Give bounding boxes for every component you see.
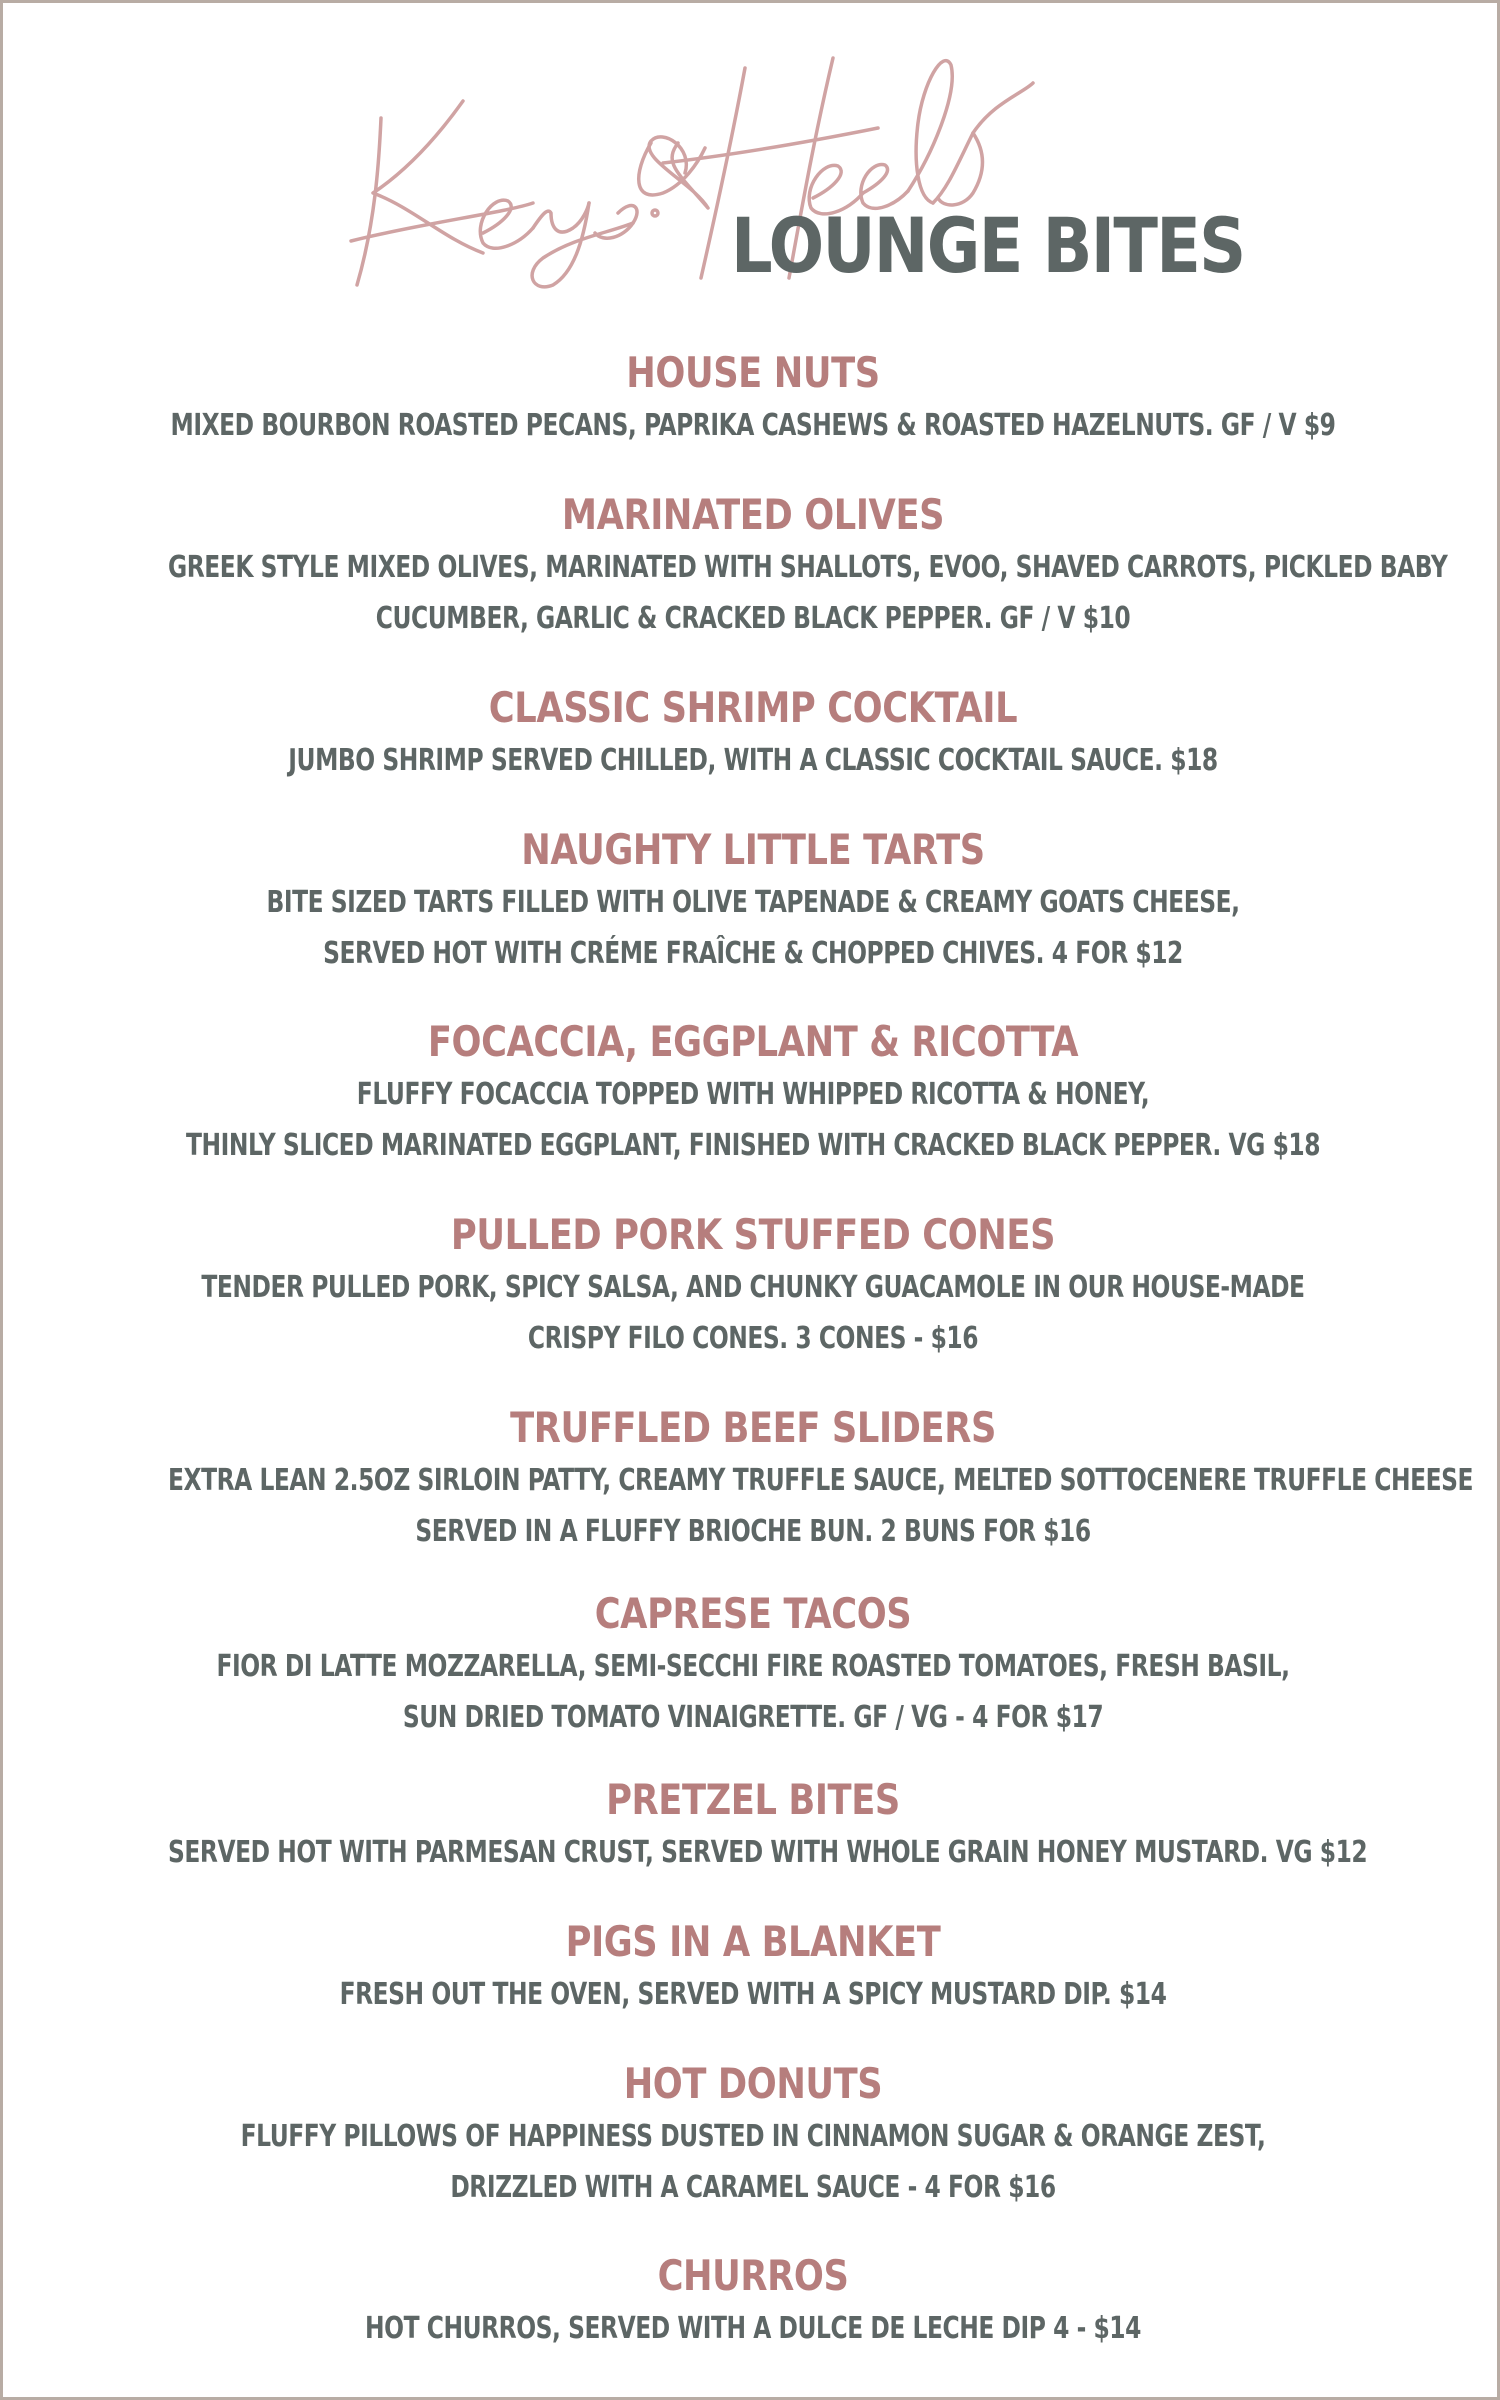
item-description-line: SERVED IN A FLUFFY BRIOCHE BUN. 2 BUNS FOR $16	[415, 1514, 1091, 1549]
item-description-line: SERVED HOT WITH CRÉME FRAÎCHE & CHOPPED CHIVES. 4 FOR $12	[323, 936, 1183, 971]
item-name: NAUGHTY LITTLE TARTS	[521, 825, 985, 874]
item-description-line: FIOR DI LATTE MOZZARELLA, SEMI-SECCHI FIRE ROASTED TOMATOES, FRESH BASIL,	[216, 1649, 1290, 1684]
item-name: PULLED PORK STUFFED CONES	[450, 1210, 1056, 1259]
item-name: PIGS IN A BLANKET	[565, 1917, 941, 1966]
item-description-line: FLUFFY FOCACCIA TOPPED WITH WHIPPED RICOTTA & HONEY,	[356, 1077, 1150, 1112]
item-name: HOUSE NUTS	[626, 348, 880, 397]
item-description-line: HOT CHURROS, SERVED WITH A DULCE DE LECHE DIP 4 - $14	[365, 2311, 1141, 2346]
item-description-line: SUN DRIED TOMATO VINAIGRETTE. GF / VG - 4 FOR $17	[402, 1700, 1104, 1735]
menu-item	[3, 2057, 1500, 2249]
menu-items	[3, 346, 1500, 2369]
item-description-line: EXTRA LEAN 2.5OZ SIRLOIN PATTY, CREAMY TRUFFLE SAUCE, MELTED SOTTOCENERE TRUFFLE CHEESE	[168, 1463, 1474, 1498]
menu-item	[3, 1401, 1500, 1587]
menu-item	[3, 1773, 1500, 1915]
item-name: MARINATED OLIVES	[561, 490, 945, 539]
menu-item	[3, 1587, 1500, 1773]
item-description-line: MIXED BOURBON ROASTED PECANS, PAPRIKA CASHEWS & ROASTED HAZELNUTS. GF / V $9	[170, 408, 1336, 443]
item-description-line: THINLY SLICED MARINATED EGGPLANT, FINISHED WITH CRACKED BLACK PEPPER. VG $18	[185, 1128, 1321, 1163]
item-description-line: JUMBO SHRIMP SERVED CHILLED, WITH A CLASSIC COCKTAIL SAUCE. $18	[288, 743, 1218, 778]
menu-item	[3, 1915, 1500, 2057]
item-name: PRETZEL BITES	[606, 1775, 900, 1824]
item-name: CAPRESE TACOS	[594, 1589, 912, 1638]
item-description-line: DRIZZLED WITH A CARAMEL SAUCE - 4 FOR $16	[450, 2170, 1056, 2205]
menu-item	[3, 1015, 1500, 1208]
item-name: HOT DONUTS	[623, 2059, 883, 2108]
item-description-line: CRISPY FILO CONES. 3 CONES - $16	[527, 1321, 979, 1356]
item-description-line: TENDER PULLED PORK, SPICY SALSA, AND CHUNKY GUACAMOLE IN OUR HOUSE-MADE	[201, 1270, 1305, 1305]
item-description-line: SERVED HOT WITH PARMESAN CRUST, SERVED WITH WHOLE GRAIN HONEY MUSTARD. VG $12	[168, 1835, 1368, 1870]
menu-item	[3, 488, 1500, 681]
item-name: CLASSIC SHRIMP COCKTAIL	[488, 683, 1018, 732]
item-name: CHURROS	[657, 2251, 849, 2300]
item-description-line: CUCUMBER, GARLIC & CRACKED BLACK PEPPER. GF / V $10	[375, 601, 1131, 636]
menu-subtitle: LOUNGE BITES	[731, 201, 1245, 290]
menu-item	[3, 1208, 1500, 1401]
menu-item	[3, 823, 1500, 1015]
menu-item	[3, 681, 1500, 823]
menu-item	[3, 346, 1500, 488]
item-description-line: GREEK STYLE MIXED OLIVES, MARINATED WITH SHALLOTS, EVOO, SHAVED CARROTS, PICKLED BABY	[168, 550, 1448, 585]
item-description-line: BITE SIZED TARTS FILLED WITH OLIVE TAPENADE & CREAMY GOATS CHEESE,	[266, 885, 1240, 920]
item-description-line: FLUFFY PILLOWS OF HAPPINESS DUSTED IN CINNAMON SUGAR & ORANGE ZEST,	[240, 2119, 1266, 2154]
menu-header	[3, 3, 1500, 323]
menu-item	[3, 2249, 1500, 2369]
item-description-line: FRESH OUT THE OVEN, SERVED WITH A SPICY MUSTARD DIP. $14	[339, 1977, 1167, 2012]
item-name: FOCACCIA, EGGPLANT & RICOTTA	[427, 1017, 1079, 1066]
item-name: TRUFFLED BEEF SLIDERS	[510, 1403, 996, 1452]
